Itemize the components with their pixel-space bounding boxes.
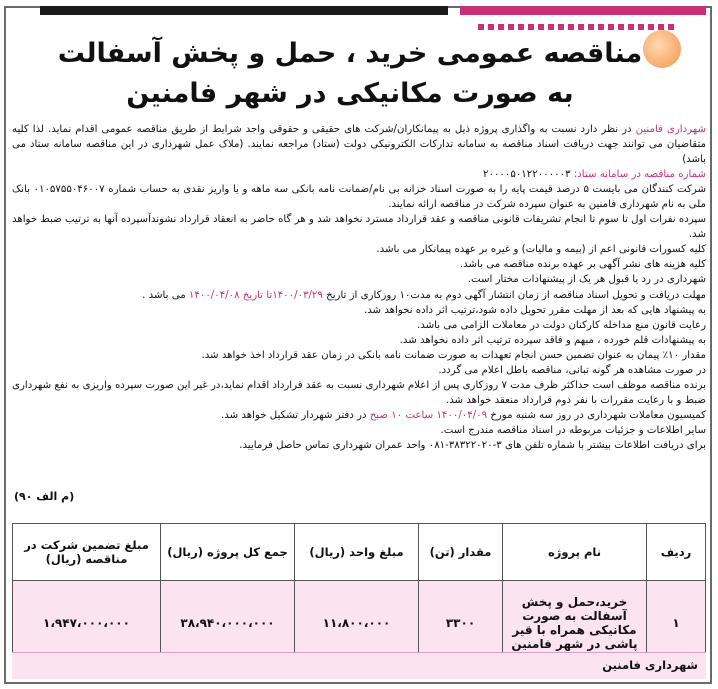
paragraph-invalid-bids: به پیشنهادات قلم خورده ، مبهم و فاقد سپرده ترتیب اثر داده نخواهد شد.	[399, 334, 706, 346]
header-quantity: مقدار (تن)	[419, 524, 503, 581]
dotted-line-decoration	[478, 24, 678, 30]
tender-number-label: شماره مناقصه در سامانه ستاد:	[573, 169, 706, 181]
deadline-text: مهلت دریافت و تحویل اسناد مناقصه از زمان انتشار آگهی دوم به مدت۱۰ روزکاری از تاریخ	[322, 289, 706, 301]
publisher-name: شهرداری فامنین	[602, 658, 698, 672]
notice-body	[12, 122, 706, 453]
cell-unit-price: ۱۱،۸۰۰،۰۰۰	[295, 581, 419, 665]
deadline-suffix: می باشد .	[142, 289, 189, 301]
paragraph-commission	[12, 408, 706, 423]
project-table	[12, 523, 706, 665]
paragraph-guarantee: مقدار ۱۰٪ پیمان به عنوان تضمین حسن انجام تعهدات به صورت ضمانت نامه بانکی در زمان عقد قرارداد اخذ خواهد شد.	[201, 349, 706, 361]
paragraph-collusion: در صورت مشاهده هر گونه تبانی، مناقصه باطل اعلام می گردد.	[438, 364, 706, 376]
commission-date: ۱۴۰۰/۰۴/۰۹ ساعت ۱۰ صبح	[369, 409, 488, 421]
table-header-row	[13, 524, 706, 581]
paragraph-winner: برنده مناقصه موظف است حداکثر ظرف مدت ۷ روزکاری پس از اعلام شهرداری نسبت به عقد قرارداد اقدام نماید،در غیر این صورت سپرده واریزی به نفع شهرداری ضبط و با رعایت مقررات با نفر دوم قرارداد منعقد خواهد شد.	[12, 379, 706, 406]
header-total: جمع کل پروژه (ریال)	[161, 524, 295, 581]
paragraph-discretion: شهرداری در رد یا قبول هر یک از پیشنهادات مختار است.	[467, 274, 706, 286]
intro-text: در نظر دارد نسبت به واگذاری پروژه ذیل به پیمانکاران/شرکت های حقیقی و حقوقی واجد شرایط از طریق مناقصه عمومی اقدام نماید. لذا کلیه متقاضیان می توانند جهت دریافت اسناد مناقصه به سامانه تدارکات الکترونیکی دولت (ستاد) مراجعه نمایند. (ملاک عمل شهرداری در این مناقصه سامانه ستاد می باشد)	[12, 124, 706, 166]
header-project-name: نام پروژه	[503, 524, 647, 581]
paragraph-late-bids: به پیشنهاد هایی که بعد از مهلت مقرر تحویل داده شود،ترتیب اثر داده نخواهد شد.	[363, 304, 706, 316]
cell-guarantee: ۱،۹۴۷،۰۰۰،۰۰۰	[13, 581, 161, 665]
deadline-dates: ۱۴۰۰/۰۳/۲۹تا تاریخ ۱۴۰۰/۰۴/۰۸	[188, 289, 323, 301]
commission-suffix: در دفتر شهردار تشکیل خواهد شد.	[221, 409, 370, 421]
title-line-1: مناقصه عمومی خرید ، حمل و پخش آسفالت	[57, 38, 643, 69]
paragraph-deposit: شرکت کنندگان می بایست ۵ درصد قیمت پایه را به صورت اسناد خزانه بی نام/ضمانت نامه بانکی سه ماهه و یا واریز نقدی به حساب شماره ۰۱۰۵۷۵۵۰۴۶۰۰۷ بانک ملی به نام شهرداری فامنین به عنوان سپرده شرکت در مناقصه ارائه نمایند.	[12, 184, 706, 211]
paragraph-deductions: کلیه کسورات قانونی اعم از (بیمه و مالیات) و غیره بر عهده پیمانکار می باشد.	[376, 244, 706, 256]
cell-total: ۳۸،۹۴۰،۰۰۰،۰۰۰	[161, 581, 295, 665]
paragraph-deposit-refund: سپرده نفرات اول تا سوم تا انجام تشریفات قانونی مناقصه و عقد قرارداد مسترد نخواهد شد و هر گاه حاضر به انعقاد قرارداد نشوندآسپرده آنها به ترتیب ضبط خواهد شد.	[12, 214, 706, 241]
cell-row-number: ۱	[647, 581, 706, 665]
header-row-number: ردیف	[647, 524, 706, 581]
municipality-name: شهرداری فامنین	[635, 124, 707, 135]
header-guarantee: مبلغ تضمین شرکت در مناقصه (ریال)	[13, 524, 161, 581]
cell-quantity: ۳۳۰۰	[419, 581, 503, 665]
tender-number-value: ۲۰۰۰۰۵۰۱۲۲۰۰۰۰۰۳	[483, 169, 574, 181]
cell-project-name: خرید،حمل و پخش آسفالت به صورت مکانیکی همراه با قیر پاشی در شهر فامنین	[503, 581, 647, 665]
footer-bar	[12, 652, 706, 679]
pink-bar-decoration	[460, 6, 706, 15]
paragraph-ad-costs: کلیه هزینه های نشر آگهی بر عهده برنده مناقصه می باشد.	[459, 259, 706, 271]
header-unit-price: مبلغ واحد (ریال)	[295, 524, 419, 581]
paragraph-law: رعایت قانون منع مداخله کارکنان دولت در معاملات الزامی می باشد.	[417, 319, 706, 331]
notice-title	[50, 34, 650, 114]
top-bar-decoration	[40, 6, 448, 15]
paragraph-intro	[12, 122, 706, 167]
paragraph-deadline	[12, 288, 706, 303]
paragraph-tender-number	[12, 167, 706, 182]
title-line-2: به صورت مکانیکی در شهر فامنین	[126, 78, 574, 109]
commission-text: کمیسیون معاملات شهرداری در روز سه شنبه مورخ	[487, 409, 706, 421]
ad-code: (م الف ۹۰)	[14, 490, 75, 503]
paragraph-details: سایر اطلاعات و جزئیات مربوطه در اسناد مناقصه مندرج است.	[440, 424, 706, 436]
paragraph-contact: برای دریافت اطلاعات بیشتر با شماره تلفن های ۳-۳۸۳۲۲۰۲۰-۰۸۱ واحد عمران شهرداری تماس حاصل فرمایید.	[239, 439, 706, 451]
